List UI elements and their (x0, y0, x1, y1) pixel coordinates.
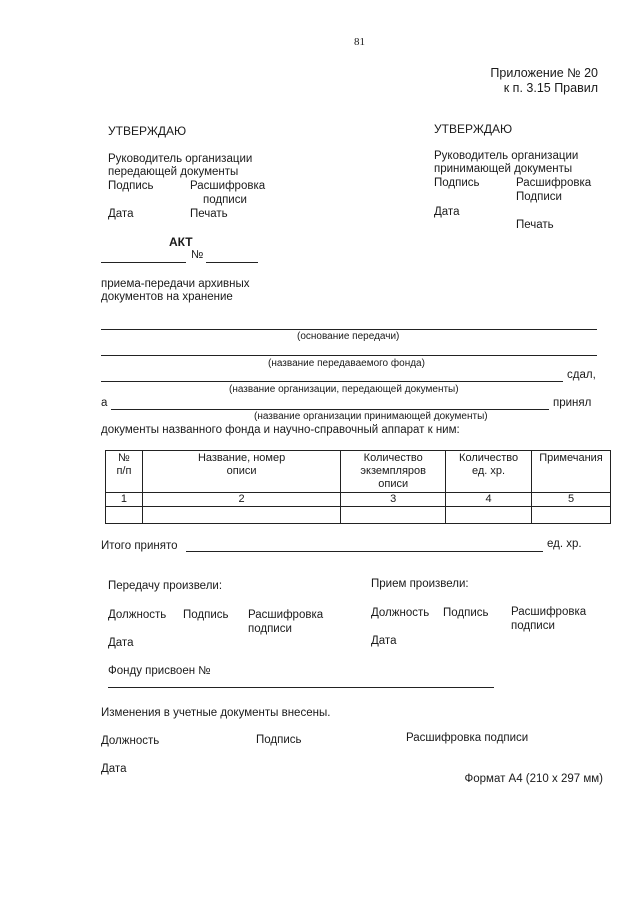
handed-word: сдал, (567, 369, 596, 381)
approve-right-signature: Подпись (434, 177, 480, 189)
act-title: АКТ (169, 235, 193, 249)
fund-name-line (101, 355, 597, 356)
receive-title: Прием произвели: (371, 578, 469, 590)
changes-signature: Подпись (256, 734, 302, 746)
approve-right-date: Дата (434, 206, 460, 218)
header-inventory-name: Название, номер описи (142, 451, 340, 493)
approve-right-seal: Печать (516, 219, 554, 231)
transfer-decoding-1: Расшифровка (248, 609, 324, 621)
transfer-decoding-2: подписи (248, 623, 292, 635)
act-subtitle-2: документов на хранение (101, 291, 233, 303)
total-label: Итого принято (101, 540, 178, 552)
basis-caption: (основание передачи) (297, 331, 400, 342)
approve-left-role-1: Руководитель организации (108, 153, 253, 165)
fund-name-caption: (название передаваемого фонда) (268, 358, 425, 369)
approve-left-role-2: передающей документы (108, 166, 239, 178)
total-line (186, 551, 543, 552)
table-row (106, 507, 611, 524)
org-transfer-caption: (название организации, передающей документы) (229, 384, 459, 395)
col-number-4: 4 (446, 493, 532, 507)
docs-sentence: документы названного фонда и научно-справочный аппарат к ним: (101, 424, 460, 436)
receive-decoding-1: Расшифровка (511, 606, 587, 618)
approve-left-signature: Подпись (108, 180, 154, 192)
header-notes: Примечания (532, 451, 611, 493)
org-receive-line (111, 409, 549, 410)
total-unit: ед. хр. (547, 538, 582, 550)
appendix-line-2: к п. 3.15 Правил (503, 81, 598, 95)
fund-assigned-label: Фонду присвоен № (108, 665, 211, 677)
receive-position: Должность (371, 607, 430, 619)
basis-line (101, 329, 597, 330)
col-number-3: 3 (341, 493, 446, 507)
changes-position: Должность (101, 735, 160, 747)
transfer-date: Дата (108, 637, 134, 649)
fund-assigned-line (108, 687, 494, 688)
receive-signature: Подпись (443, 607, 489, 619)
approve-left-seal: Печать (190, 208, 228, 220)
header-number: № п/п (106, 451, 143, 493)
header-units-count: Количество ед. хр. (446, 451, 532, 493)
changes-decoding: Расшифровка подписи (406, 732, 529, 744)
format-note: Формат А4 (210 х 297 мм) (464, 773, 603, 785)
appendix-line-1: Приложение № 20 (490, 66, 598, 80)
changes-date: Дата (101, 763, 127, 775)
col-number-2: 2 (142, 493, 340, 507)
approve-right-role-1: Руководитель организации (434, 150, 579, 162)
act-date-line (101, 262, 186, 263)
accepted-word: принял (553, 397, 592, 409)
approve-right-role-2: принимающей документы (434, 163, 573, 175)
approve-left-date: Дата (108, 208, 134, 220)
changes-title: Изменения в учетные документы внесены. (101, 707, 331, 719)
approve-right-decoding-2: Подписи (516, 191, 562, 203)
header-copies-count: Количество экземпляров описи (341, 451, 446, 493)
approve-right-title: УТВЕРЖДАЮ (434, 122, 513, 136)
transfer-position: Должность (108, 609, 167, 621)
receive-decoding-2: подписи (511, 620, 555, 632)
approve-left-title: УТВЕРЖДАЮ (108, 124, 187, 138)
transfer-title: Передачу произвели: (108, 580, 223, 592)
act-number-line (206, 262, 258, 263)
col-number-5: 5 (532, 493, 611, 507)
approve-right-decoding-1: Расшифровка (516, 177, 592, 189)
transfer-signature: Подпись (183, 609, 229, 621)
page-number: 81 (354, 36, 365, 48)
approve-left-decoding-2: подписи (203, 194, 247, 206)
table-header-row (106, 451, 611, 493)
receive-date: Дата (371, 635, 397, 647)
a-word: а (101, 397, 108, 409)
org-receive-caption: (название организации принимающей документы) (254, 411, 488, 422)
documents-table (105, 450, 611, 524)
act-number-sign: № (191, 249, 204, 261)
org-transfer-line (101, 381, 563, 382)
table-row (106, 493, 611, 507)
col-number-1: 1 (106, 493, 143, 507)
approve-left-decoding-1: Расшифровка (190, 180, 266, 192)
act-subtitle-1: приема-передачи архивных (101, 278, 250, 290)
